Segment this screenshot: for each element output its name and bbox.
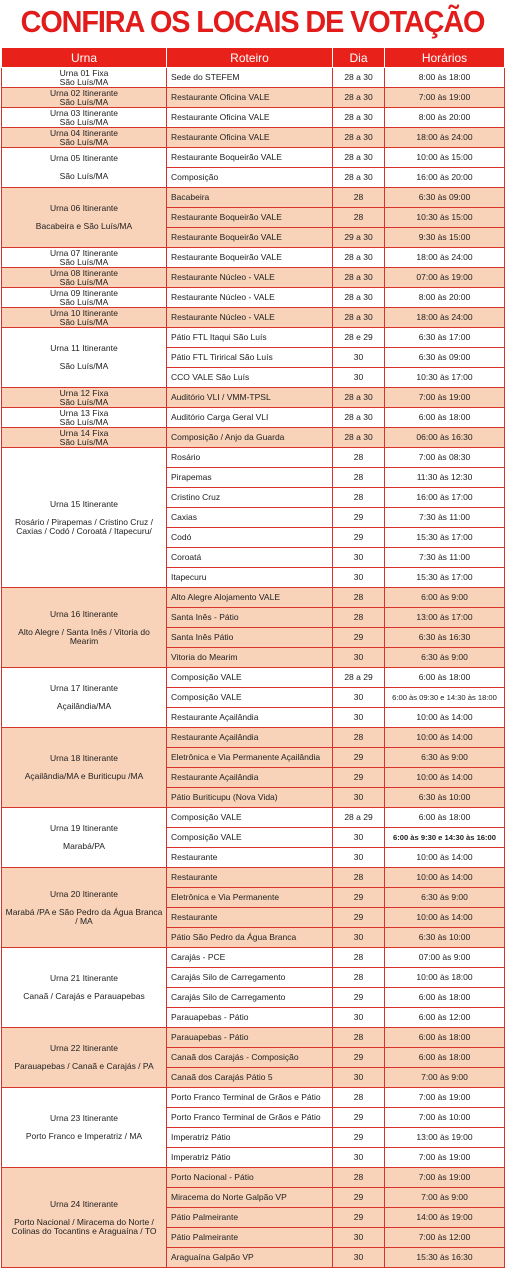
urna-cell — [2, 128, 167, 148]
table-row — [2, 308, 505, 328]
urna-cell — [2, 668, 167, 728]
urna-line: São Luís/MA — [59, 136, 109, 147]
header-dia: Dia — [333, 48, 385, 68]
table-row — [2, 108, 505, 128]
urna-cell — [2, 248, 167, 268]
roteiro-cell: Restaurante Açailândia — [167, 768, 333, 788]
urna-line: Açailândia/MA e Buriticupu /MA — [24, 771, 144, 781]
table-row — [2, 1088, 505, 1108]
table-row — [2, 448, 505, 468]
table-row — [2, 808, 505, 828]
dia-cell: 28 a 30 — [333, 68, 385, 88]
urna-cell — [2, 388, 167, 408]
roteiro-cell: Vitoria do Mearim — [167, 648, 333, 668]
urna-line: São Luís/MA — [59, 416, 109, 427]
horarios-cell: 7:00 às 19:00 — [385, 388, 505, 408]
roteiro-cell: Cristino Cruz — [167, 488, 333, 508]
roteiro-cell: Eletrônica e Via Permanente Açailândia — [167, 748, 333, 768]
header-urna: Urna — [2, 48, 167, 68]
table-row — [2, 148, 505, 168]
dia-cell: 30 — [333, 708, 385, 728]
dia-cell: 29 — [333, 748, 385, 768]
urna-cell — [2, 288, 167, 308]
urna-line: Urna 22 Itinerante — [49, 1043, 119, 1053]
table-row — [2, 248, 505, 268]
urna-cell — [2, 408, 167, 428]
dia-cell: 30 — [333, 1248, 385, 1268]
roteiro-cell: Restaurante — [167, 848, 333, 868]
dia-cell: 29 — [333, 1128, 385, 1148]
roteiro-cell: Caxias — [167, 508, 333, 528]
dia-cell: 28 — [333, 188, 385, 208]
roteiro-cell: Carajás - PCE — [167, 948, 333, 968]
urna-line: Urna 16 Itinerante — [49, 608, 119, 619]
dia-cell: 30 — [333, 648, 385, 668]
dia-cell: 29 — [333, 1108, 385, 1128]
urna-cell — [2, 1168, 167, 1268]
roteiro-cell: Restaurante — [167, 908, 333, 928]
dia-cell: 28 — [333, 488, 385, 508]
dia-cell: 29 — [333, 768, 385, 788]
urna-line: Colinas do Tocantins e Araguaína / TO — [11, 1225, 157, 1236]
urna-line: Urna 19 Itinerante — [49, 823, 119, 833]
dia-cell: 28 a 30 — [333, 408, 385, 428]
horarios-cell: 6:30 às 9:00 — [385, 888, 505, 908]
roteiro-cell: Restaurante Oficina VALE — [167, 88, 333, 108]
urna-line: Urna 01 Fixa — [59, 67, 109, 78]
urna-line: Urna 18 Itinerante — [49, 753, 119, 763]
horarios-cell: 10:30 às 17:00 — [385, 368, 505, 388]
horarios-cell: 9:30 às 15:00 — [385, 228, 505, 248]
roteiro-cell: Eletrônica e Via Permanente — [167, 888, 333, 908]
dia-cell: 28 a 30 — [333, 388, 385, 408]
dia-cell: 28 a 30 — [333, 308, 385, 328]
dia-cell: 28 a 30 — [333, 128, 385, 148]
roteiro-cell: Pátio Palmeirante — [167, 1228, 333, 1248]
horarios-cell: 10:00 às 14:00 — [385, 848, 505, 868]
dia-cell: 28 — [333, 608, 385, 628]
dia-cell: 30 — [333, 928, 385, 948]
dia-cell: 28 a 30 — [333, 428, 385, 448]
horarios-cell: 6:00 às 18:00 — [385, 408, 505, 428]
roteiro-cell: Sede do STEFEM — [167, 68, 333, 88]
urna-line: Urna 03 Itinerante — [49, 107, 119, 118]
roteiro-cell: Coroatá — [167, 548, 333, 568]
horarios-cell: 8:00 às 18:00 — [385, 68, 505, 88]
urna-cell — [2, 728, 167, 808]
urna-line: Urna 07 Itinerante — [49, 247, 119, 258]
horarios-cell: 7:00 às 08:30 — [385, 448, 505, 468]
roteiro-cell: Restaurante — [167, 868, 333, 888]
dia-cell: 30 — [333, 1228, 385, 1248]
urna-line: São Luís/MA — [59, 316, 109, 327]
table-row — [2, 948, 505, 968]
urna-line: Urna 05 Itinerante — [49, 153, 119, 163]
table-header-row — [2, 48, 505, 68]
roteiro-cell: Composição VALE — [167, 688, 333, 708]
urna-cell — [2, 328, 167, 388]
roteiro-cell: Composição — [167, 168, 333, 188]
horarios-cell: 07:00 às 19:00 — [385, 268, 505, 288]
dia-cell: 28 a 29 — [333, 808, 385, 828]
urna-line: Urna 21 Itinerante — [49, 973, 119, 983]
urna-line: Bacabeira e São Luís/MA — [35, 221, 133, 231]
table-row — [2, 328, 505, 348]
dia-cell: 29 — [333, 1208, 385, 1228]
urna-line: Porto Nacional / Miracema do Norte / — [14, 1216, 154, 1227]
dia-cell: 30 — [333, 828, 385, 848]
horarios-cell: 6:30 às 9:00 — [385, 748, 505, 768]
horarios-cell: 10:00 às 14:00 — [385, 868, 505, 888]
dia-cell: 29 — [333, 1048, 385, 1068]
horarios-cell: 6:30 às 9:00 — [385, 648, 505, 668]
roteiro-cell: Restaurante Núcleo - VALE — [167, 288, 333, 308]
horarios-cell: 18:00 às 24:00 — [385, 308, 505, 328]
horarios-cell: 7:30 às 11:00 — [385, 548, 505, 568]
urna-line — [2, 1209, 166, 1218]
horarios-cell: 7:00 às 10:00 — [385, 1108, 505, 1128]
urna-cell — [2, 148, 167, 188]
dia-cell: 28 a 30 — [333, 88, 385, 108]
urna-cell — [2, 868, 167, 948]
horarios-cell: 6:00 às 12:00 — [385, 1008, 505, 1028]
horarios-cell: 15:30 às 17:00 — [385, 528, 505, 548]
urna-line: São Luís/MA — [59, 256, 109, 267]
dia-cell: 28 e 29 — [333, 328, 385, 348]
horarios-cell: 6:00 às 18:00 — [385, 668, 505, 688]
dia-cell: 28 a 30 — [333, 268, 385, 288]
roteiro-cell: Imperatriz Pátio — [167, 1148, 333, 1168]
roteiro-cell: Auditório Carga Geral VLI — [167, 408, 333, 428]
urna-line: São Luís/MA — [59, 296, 109, 307]
urna-cell — [2, 948, 167, 1028]
dia-cell: 29 — [333, 888, 385, 908]
horarios-cell: 6:00 às 9:30 e 14:30 às 16:00 — [385, 828, 505, 848]
horarios-cell: 10:00 às 14:00 — [385, 768, 505, 788]
horarios-cell: 10:00 às 15:00 — [385, 148, 505, 168]
urna-line: Urna 08 Itinerante — [49, 267, 119, 278]
urna-line: São Luís/MA — [59, 171, 109, 181]
horarios-cell: 16:00 às 20:00 — [385, 168, 505, 188]
horarios-cell: 6:30 às 10:00 — [385, 928, 505, 948]
urna-line: / MA — [75, 915, 93, 926]
urna-cell — [2, 808, 167, 868]
urna-cell — [2, 1088, 167, 1168]
horarios-cell: 7:00 às 19:00 — [385, 1088, 505, 1108]
urna-line: Marabá/PA — [63, 841, 105, 851]
horarios-cell: 7:00 às 19:00 — [385, 1148, 505, 1168]
horarios-cell: 16:00 às 17:00 — [385, 488, 505, 508]
dia-cell: 28 — [333, 728, 385, 748]
roteiro-cell: Carajás Silo de Carregamento — [167, 988, 333, 1008]
roteiro-cell: Restaurante Oficina VALE — [167, 108, 333, 128]
roteiro-cell: Restaurante Boqueirão VALE — [167, 248, 333, 268]
horarios-cell: 07:00 às 9:00 — [385, 948, 505, 968]
horarios-cell: 14:00 às 19:00 — [385, 1208, 505, 1228]
urna-line: Urna 12 Fixa — [59, 387, 109, 398]
roteiro-cell: Pátio FTL Tirirical São Luís — [167, 348, 333, 368]
roteiro-cell: Miracema do Norte Galpão VP — [167, 1188, 333, 1208]
horarios-cell: 10:30 às 15:00 — [385, 208, 505, 228]
dia-cell: 28 a 30 — [333, 288, 385, 308]
roteiro-cell: Santa Inês Pátio — [167, 628, 333, 648]
roteiro-cell: Pátio Palmeirante — [167, 1208, 333, 1228]
roteiro-cell: Composição / Anjo da Guarda — [167, 428, 333, 448]
roteiro-cell: Pátio São Pedro da Água Branca — [167, 928, 333, 948]
urna-line: Alto Alegre / Santa Inês / Vitoria do — [18, 626, 150, 637]
dia-cell: 30 — [333, 848, 385, 868]
horarios-cell: 8:00 às 20:00 — [385, 288, 505, 308]
urna-cell — [2, 68, 167, 88]
horarios-cell: 6:30 às 09:00 — [385, 188, 505, 208]
roteiro-cell: Porto Nacional - Pátio — [167, 1168, 333, 1188]
urna-cell — [2, 108, 167, 128]
dia-cell: 28 a 29 — [333, 668, 385, 688]
dia-cell: 29 — [333, 628, 385, 648]
horarios-cell: 10:00 às 14:00 — [385, 728, 505, 748]
urna-cell — [2, 268, 167, 288]
roteiro-cell: Restaurante Açailândia — [167, 728, 333, 748]
roteiro-cell: Araguaína Galpão VP — [167, 1248, 333, 1268]
dia-cell: 28 — [333, 588, 385, 608]
roteiro-cell: Composição VALE — [167, 668, 333, 688]
roteiro-cell: Pátio FTL Itaqui São Luís — [167, 328, 333, 348]
roteiro-cell: Composição VALE — [167, 808, 333, 828]
dia-cell: 29 — [333, 908, 385, 928]
urna-line: Urna 11 Itinerante — [50, 343, 118, 353]
horarios-cell: 11:30 às 12:30 — [385, 468, 505, 488]
urna-line: Canaã / Carajás e Parauapebas — [23, 991, 145, 1001]
dia-cell: 30 — [333, 688, 385, 708]
roteiro-cell: Restaurante Núcleo - VALE — [167, 308, 333, 328]
urna-cell — [2, 308, 167, 328]
horarios-cell: 7:00 às 12:00 — [385, 1228, 505, 1248]
roteiro-cell: CCO VALE São Luís — [167, 368, 333, 388]
horarios-cell: 06:00 às 16:30 — [385, 428, 505, 448]
dia-cell: 28 — [333, 1088, 385, 1108]
roteiro-cell: Porto Franco Terminal de Grãos e Pátio — [167, 1108, 333, 1128]
roteiro-cell: Auditório VLI / VMM-TPSL — [167, 388, 333, 408]
table-row — [2, 388, 505, 408]
horarios-cell: 7:30 às 11:00 — [385, 508, 505, 528]
urna-line: São Luís/MA — [59, 361, 109, 371]
dia-cell: 28 — [333, 468, 385, 488]
urna-cell — [2, 1028, 167, 1088]
dia-cell: 30 — [333, 788, 385, 808]
dia-cell: 28 — [333, 948, 385, 968]
roteiro-cell: Bacabeira — [167, 188, 333, 208]
urna-line: Mearim — [69, 635, 99, 646]
table-row — [2, 868, 505, 888]
horarios-cell: 10:00 às 14:00 — [385, 908, 505, 928]
roteiro-cell: Canaã dos Carajás Pátio 5 — [167, 1068, 333, 1088]
table-row — [2, 1168, 505, 1188]
roteiro-cell: Carajás Silo de Carregamento — [167, 968, 333, 988]
table-row — [2, 68, 505, 88]
urna-line: Urna 23 Itinerante — [49, 1113, 119, 1123]
roteiro-cell: Parauapebas - Pátio — [167, 1028, 333, 1048]
page-title: CONFIRA OS LOCAIS DE VOTAÇÃO — [20, 4, 485, 39]
horarios-cell: 13:00 às 17:00 — [385, 608, 505, 628]
horarios-cell: 6:30 às 09:00 — [385, 348, 505, 368]
urna-cell — [2, 448, 167, 588]
roteiro-cell: Restaurante Oficina VALE — [167, 128, 333, 148]
table-row — [2, 668, 505, 688]
horarios-cell: 6:00 às 18:00 — [385, 1048, 505, 1068]
dia-cell: 30 — [333, 1008, 385, 1028]
roteiro-cell: Porto Franco Terminal de Grãos e Pátio — [167, 1088, 333, 1108]
horarios-cell: 18:00 às 24:00 — [385, 248, 505, 268]
dia-cell: 30 — [333, 1068, 385, 1088]
table-row — [2, 268, 505, 288]
urna-line: Urna 20 Itinerante — [49, 888, 119, 899]
urna-line: Porto Franco e Imperatriz / MA — [25, 1131, 143, 1141]
table-row — [2, 88, 505, 108]
roteiro-cell: Alto Alegre Alojamento VALE — [167, 588, 333, 608]
urna-cell — [2, 588, 167, 668]
table-row — [2, 288, 505, 308]
urna-line: Urna 15 Itinerante — [49, 498, 119, 509]
horarios-cell: 7:00 às 19:00 — [385, 1168, 505, 1188]
dia-cell: 29 — [333, 528, 385, 548]
voting-locations-table — [1, 47, 505, 1268]
horarios-cell: 7:00 às 9:00 — [385, 1068, 505, 1088]
header-roteiro: Roteiro — [167, 48, 333, 68]
dia-cell: 28 — [333, 1028, 385, 1048]
dia-cell: 28 — [333, 448, 385, 468]
dia-cell: 28 a 30 — [333, 148, 385, 168]
horarios-cell: 6:00 às 18:00 — [385, 808, 505, 828]
roteiro-cell: Parauapebas - Pátio — [167, 1008, 333, 1028]
roteiro-cell: Imperatriz Pátio — [167, 1128, 333, 1148]
dia-cell: 29 a 30 — [333, 228, 385, 248]
urna-line: Urna 09 Itinerante — [49, 287, 119, 298]
horarios-cell: 6:00 às 18:00 — [385, 1028, 505, 1048]
urna-line: Parauapebas / Canaã e Carajás / PA — [14, 1061, 154, 1071]
dia-cell: 30 — [333, 348, 385, 368]
table-body — [2, 68, 505, 1268]
roteiro-cell: Restaurante Boqueirão VALE — [167, 228, 333, 248]
dia-cell: 29 — [333, 988, 385, 1008]
table-row — [2, 428, 505, 448]
dia-cell: 28 — [333, 1168, 385, 1188]
roteiro-cell: Codó — [167, 528, 333, 548]
dia-cell: 30 — [333, 368, 385, 388]
horarios-cell: 18:00 às 24:00 — [385, 128, 505, 148]
urna-line: São Luís/MA — [59, 276, 109, 287]
roteiro-cell: Restaurante Boqueirão VALE — [167, 148, 333, 168]
roteiro-cell: Pátio Buriticupu (Nova Vida) — [167, 788, 333, 808]
roteiro-cell: Santa Inês - Pátio — [167, 608, 333, 628]
urna-line: São Luís/MA — [59, 436, 109, 447]
roteiro-cell: Canaã dos Carajás - Composição — [167, 1048, 333, 1068]
urna-line: Urna 10 Itinerante — [49, 307, 119, 318]
horarios-cell: 15:30 às 17:00 — [385, 568, 505, 588]
horarios-cell: 8:00 às 20:00 — [385, 108, 505, 128]
urna-line: Urna 14 Fixa — [59, 427, 109, 438]
dia-cell: 28 a 30 — [333, 248, 385, 268]
dia-cell: 30 — [333, 568, 385, 588]
urna-line: Urna 24 Itinerante — [49, 1198, 119, 1209]
horarios-cell: 6:00 às 09:30 e 14:30 às 18:00 — [385, 688, 505, 708]
dia-cell: 28 a 30 — [333, 108, 385, 128]
horarios-cell: 7:00 às 19:00 — [385, 88, 505, 108]
header-horarios: Horários — [385, 48, 505, 68]
urna-line: Urna 13 Fixa — [59, 407, 109, 418]
urna-line: São Luís/MA — [59, 396, 109, 407]
dia-cell: 30 — [333, 548, 385, 568]
horarios-cell: 7:00 às 9:00 — [385, 1188, 505, 1208]
horarios-cell: 10:00 às 14:00 — [385, 708, 505, 728]
horarios-cell: 6:30 às 10:00 — [385, 788, 505, 808]
horarios-cell: 6:30 às 16:30 — [385, 628, 505, 648]
horarios-cell: 15:30 às 16:30 — [385, 1248, 505, 1268]
urna-line: Açailândia/MA — [56, 701, 112, 711]
dia-cell: 30 — [333, 1148, 385, 1168]
dia-cell: 28 — [333, 208, 385, 228]
horarios-cell: 10:00 às 18:00 — [385, 968, 505, 988]
urna-cell — [2, 428, 167, 448]
urna-cell — [2, 88, 167, 108]
horarios-cell: 6:00 às 9:00 — [385, 588, 505, 608]
roteiro-cell: Restaurante Açailândia — [167, 708, 333, 728]
urna-line: São Luís/MA — [59, 116, 109, 127]
urna-line: Caxias / Codó / Coroatá / Itapecuru/ — [16, 525, 152, 536]
table-row — [2, 728, 505, 748]
table-row — [2, 188, 505, 208]
urna-line: Rosário / Pirapemas / Cristino Cruz / — [15, 516, 153, 527]
urna-line: São Luís/MA — [59, 96, 109, 107]
roteiro-cell: Composição VALE — [167, 828, 333, 848]
roteiro-cell: Itapecuru — [167, 568, 333, 588]
horarios-cell: 6:30 às 17:00 — [385, 328, 505, 348]
table-row — [2, 588, 505, 608]
table-row — [2, 128, 505, 148]
urna-line: Urna 06 Itinerante — [49, 203, 119, 213]
roteiro-cell: Restaurante Núcleo - VALE — [167, 268, 333, 288]
roteiro-cell: Pirapemas — [167, 468, 333, 488]
roteiro-cell: Restaurante Boqueirão VALE — [167, 208, 333, 228]
table-row — [2, 408, 505, 428]
dia-cell: 28 a 30 — [333, 168, 385, 188]
urna-cell — [2, 188, 167, 248]
dia-cell: 28 — [333, 868, 385, 888]
horarios-cell: 6:00 às 18:00 — [385, 988, 505, 1008]
dia-cell: 29 — [333, 508, 385, 528]
dia-cell: 29 — [333, 1188, 385, 1208]
urna-line: Marabá /PA e São Pedro da Água Branca — [5, 906, 163, 917]
table-row — [2, 1028, 505, 1048]
roteiro-cell: Rosário — [167, 448, 333, 468]
dia-cell: 28 — [333, 968, 385, 988]
horarios-cell: 13:00 às 19:00 — [385, 1128, 505, 1148]
urna-line: Urna 02 Itinerante — [49, 87, 119, 98]
urna-line: São Luís/MA — [59, 76, 109, 87]
urna-line: Urna 17 Itinerante — [49, 683, 119, 693]
urna-line: Urna 04 Itinerante — [49, 127, 119, 138]
